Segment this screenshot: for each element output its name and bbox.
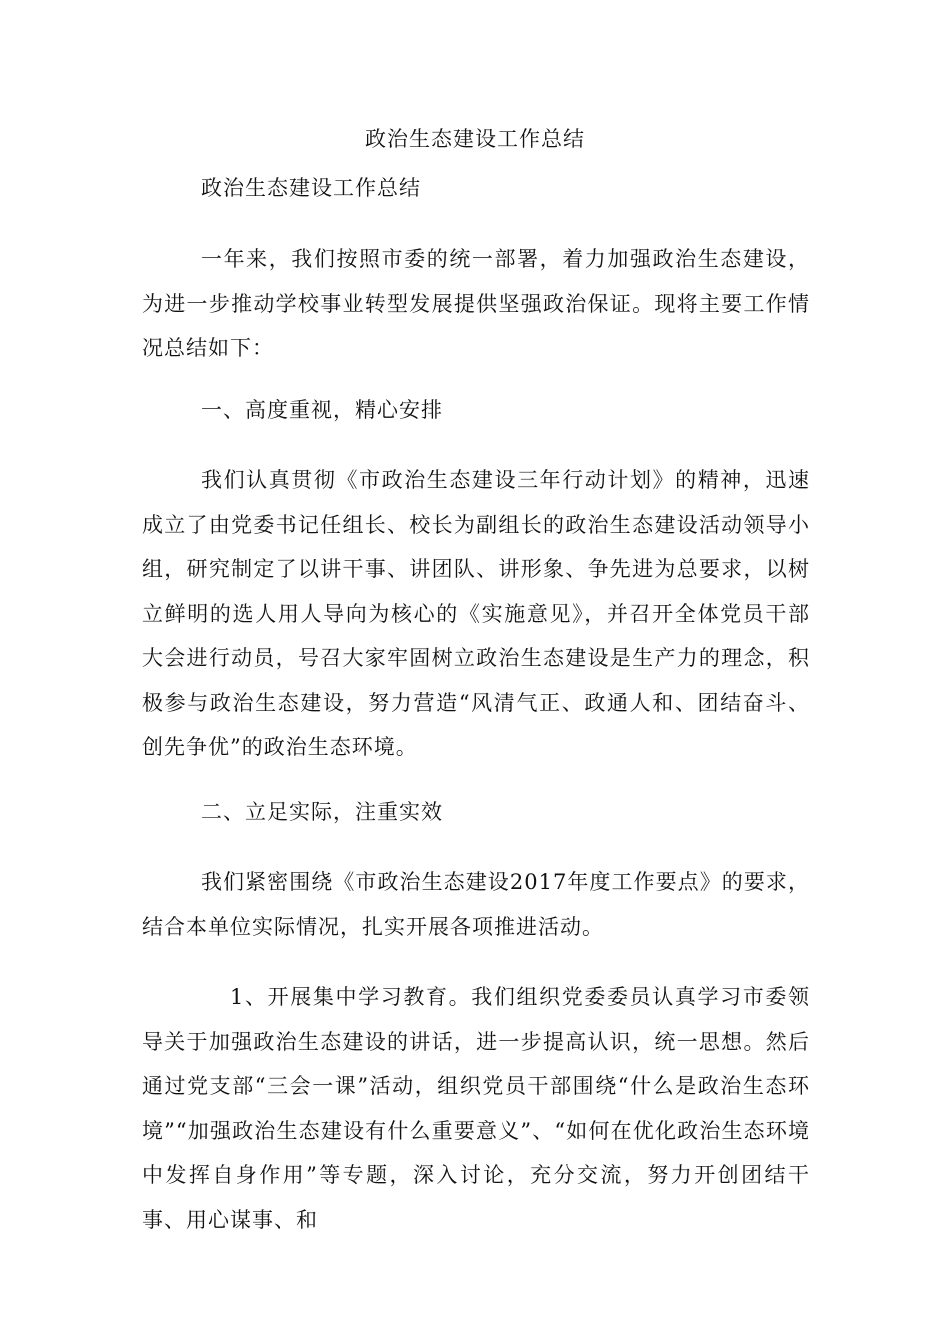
item1-paragraph: 1、开展集中学习教育。我们组织党委委员认真学习市委领导关于加强政治生态建设的讲话，进一步提高认识，统一思想。然后通过党支部“三会一课”活动，组织党员干部围绕“什么是政治生态环境”“加强政治生态建设有什么重要意义”、“如何在优化政治生态环境中发挥自身作用”等专题，深入讨论，充分交流，努力开创团结干事、用心谋事、和 xyxy=(142,985,810,1232)
section1-paragraph: 我们认真贯彻《市政治生态建设三年行动计划》的精神，迅速成立了由党委书记任组长、校长为副组长的政治生态建设活动领导小组，研究制定了以讲干事、讲团队、讲形象、争先进为总要求，以树立鲜明的选人用人导向为核心的《实施意见》，并召开全体党员干部大会进行动员，号召大家牢固树立政治生态建设是生产力的理念，积极参与政治生态建设，努力营造“风清气正、政通人和、团结奋斗、创先争优”的政治生态环境。 xyxy=(142,468,810,759)
document-title: 政治生态建设工作总结 xyxy=(365,127,585,151)
section2-paragraph: 我们紧密围绕《市政治生态建设2017年度工作要点》的要求，结合本单位实际情况，扎实开展各项推进活动。 xyxy=(142,870,810,939)
section2-heading: 二、立足实际，注重实效 xyxy=(201,800,443,824)
intro-paragraph: 一年来，我们按照市委的统一部署，着力加强政治生态建设，为进一步推动学校事业转型发展提供坚强政治保证。现将主要工作情况总结如下： xyxy=(142,247,810,360)
document-subtitle: 政治生态建设工作总结 xyxy=(201,176,421,200)
section1-heading: 一、高度重视，精心安排 xyxy=(201,398,443,422)
